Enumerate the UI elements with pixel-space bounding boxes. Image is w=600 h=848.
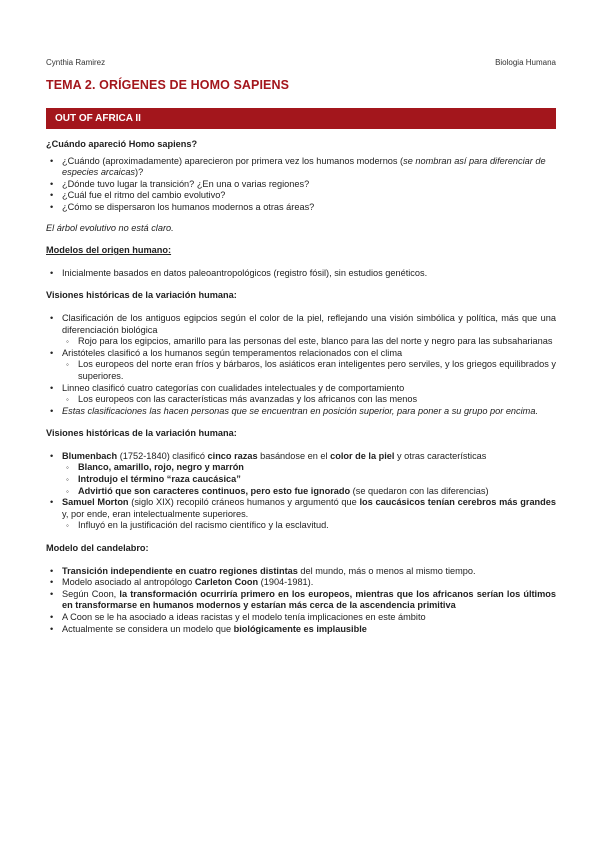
sub-list-item: ◦ Blanco, amarillo, rojo, negro y marrón (62, 462, 556, 474)
list-item: • Estas clasificaciones las hacen personas que se encuentran en posición superior, para poner a su grupo por encima. (46, 406, 556, 418)
list-item: • Actualmente se considera un modelo que biológicamente es implausible (46, 624, 556, 636)
list-item: • Transición independiente en cuatro regiones distintas del mundo, más o menos al mismo tiempo. (46, 566, 556, 578)
sub-list-item: ◦ Influyó en la justificación del racismo científico y la esclavitud. (62, 520, 556, 532)
questions-list (46, 156, 556, 214)
sub-list-item: ◦ Introdujo el término “raza caucásica” (62, 474, 556, 486)
sub-list-item: ◦ Advirtió que son caracteres continuos, pero esto fue ignorado (se quedaron con las diferencias) (62, 486, 556, 498)
list-item: • Modelo asociado al antropólogo Carleton Coon (1904-1981). (46, 577, 556, 589)
list-item: • ¿Cuál fue el ritmo del cambio evolutivo? (46, 190, 556, 202)
candelabra-list (46, 566, 556, 636)
heading-models: Modelos del origen humano: (46, 245, 172, 256)
historical-list-1 (46, 313, 556, 417)
historical-list-2 (46, 451, 556, 532)
list-item: • Inicialmente basados en datos paleoantropológicos (registro fósil), sin estudios genéticos. (46, 268, 556, 280)
list-item: • Aristóteles clasificó a los humanos según temperamentos relacionados con el clima ◦ Los europeos del norte eran fríos y bárbaros, los asiáticos eran inteligentes pero serviles, y los griegos equilibrados y superiores. (46, 348, 556, 383)
list-item: • ¿Dónde tuvo lugar la transición? ¿En una o varias regiones? (46, 179, 556, 191)
list-item: • Según Coon, la transformación ocurriría primero en los europeos, mientras que los africanos serían los últimos en transformarse en humanos modernos y estarían más cerca de la ascendencia primitiva (46, 589, 556, 612)
list-item: • ¿Cuándo (aproximadamente) aparecieron por primera vez los humanos modernos (se nombran así para diferenciar de especies arcaicas)? (46, 156, 556, 179)
heading-historical-1: Visiones históricas de la variación humana: (46, 290, 237, 301)
heading-candelabra: Modelo del candelabro: (46, 543, 149, 554)
list-item: • Linneo clasificó cuatro categorías con cualidades intelectuales y de comportamiento ◦ Los europeos con las características más avanzadas y los africanos con las menos (46, 383, 556, 406)
sub-list-item: ◦ Los europeos con las características más avanzadas y los africanos con las menos (62, 394, 556, 406)
heading-when: ¿Cuándo apareció Homo sapiens? (46, 139, 198, 149)
list-item: • Clasificación de los antiguos egipcios según el color de la piel, reflejando una visión simbólica y política, más que una diferenciación biológica ◦ Rojo para los egipcios, amarillo para las personas del este, blanco para las del norte y negro para las subsaharianas (46, 313, 556, 348)
list-item: • ¿Cómo se dispersaron los humanos modernos a otras áreas? (46, 202, 556, 214)
document-body (46, 139, 556, 635)
heading-historical-2: Visiones históricas de la variación humana: (46, 428, 237, 439)
section-banner: OUT OF AFRICA II (46, 108, 556, 129)
list-item: • A Coon se le ha asociado a ideas racistas y el modelo tenía implicaciones en este ámbito (46, 612, 556, 624)
author-name: Cynthia Ramirez (46, 58, 106, 67)
page-header (46, 58, 556, 67)
sub-list-item: ◦ Los europeos del norte eran fríos y bárbaros, los asiáticos eran inteligentes pero serviles, y los griegos equilibrados y superiores. (62, 359, 556, 382)
list-item: • Blumenbach (1752-1840) clasificó cinco razas basándose en el color de la piel y otras características ◦ Blanco, amarillo, rojo, negro y marrón ◦ Introdujo el término “raza caucásica” ◦ Advirtió que son caracteres continuos, pero esto fue ignorado (se quedaron con las diferencias) (46, 451, 556, 497)
page-title: TEMA 2. ORÍGENES DE HOMO SAPIENS (46, 78, 290, 92)
subject-name: Biologia Humana (495, 58, 556, 67)
models-list (46, 268, 556, 280)
list-item: • Samuel Morton (siglo XIX) recopiló cráneos humanos y argumentó que los caucásicos tenían cerebros más grandes y, por ende, eran intelectualmente superiores. ◦ Influyó en la justificación del racismo científico y la esclavitud. (46, 497, 556, 532)
sub-list-item: ◦ Rojo para los egipcios, amarillo para las personas del este, blanco para las del norte y negro para las subsaharianas (62, 336, 556, 348)
evolution-note: El árbol evolutivo no está claro. (46, 222, 174, 233)
